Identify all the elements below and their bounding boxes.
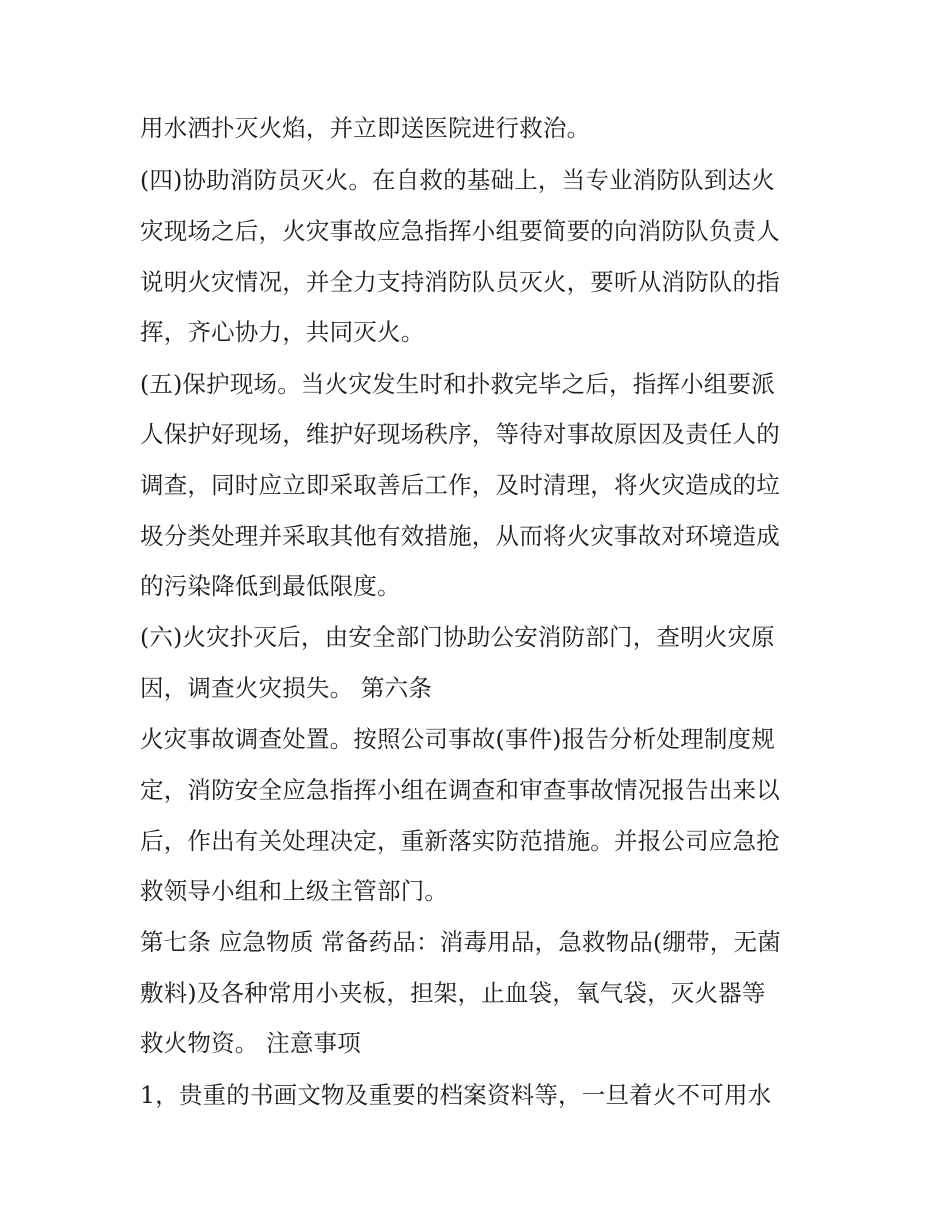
text-line: 第七条 应急物质 常备药品：消毒用品，急救物品(绷带，无菌 xyxy=(140,928,781,956)
text-line: 灾现场之后，火灾事故应急指挥小组要简要的向消防队负责人 xyxy=(140,217,780,245)
text-line: (六)火灾扑灭后，由安全部门协助公安消防部门，查明火灾原 xyxy=(140,623,775,651)
text-line: 挥，齐心协力，共同灭火。 xyxy=(140,318,425,346)
text-line: 敷料)及各种常用小夹板，担架，止血袋，氧气袋，灭火器等 xyxy=(140,979,766,1007)
text-line: 人保护好现场，维护好现场秩序，等待对事故原因及责任人的 xyxy=(140,420,780,448)
text-line: 说明火灾情况，并全力支持消防队员灭火，要听从消防队的指 xyxy=(140,268,780,296)
text-line: 用水洒扑灭火焰，并立即送医院进行救治。 xyxy=(140,114,591,142)
text-line: 定，消防安全应急指挥小组在调查和审查事故情况报告出来以 xyxy=(140,776,780,804)
text-line: 圾分类处理并采取其他有效措施，从而将火灾事故对环境造成 xyxy=(140,522,780,550)
text-line: 火灾事故调查处置。按照公司事故(事件)报告分析处理制度规 xyxy=(140,725,775,753)
text-line: 因，调查火灾损失。 第六条 xyxy=(140,674,433,702)
text-line: 的污染降低到最低限度。 xyxy=(140,572,401,600)
text-line: (四)协助消防员灭火。在自救的基础上，当专业消防队到达火 xyxy=(140,166,775,194)
text-line: 救领导小组和上级主管部门。 xyxy=(140,877,449,905)
text-line: 调查，同时应立即采取善后工作，及时清理，将火灾造成的垃 xyxy=(140,471,780,499)
text-line: 救火物资。 注意事项 xyxy=(140,1029,361,1057)
text-line: 1，贵重的书画文物及重要的档案资料等，一旦着火不可用水 xyxy=(140,1081,772,1109)
text-line: 后，作出有关处理决定，重新落实防范措施。并报公司应急抢 xyxy=(140,827,780,855)
text-line: (五)保护现场。当火灾发生时和扑救完毕之后，指挥小组要派 xyxy=(140,370,775,398)
